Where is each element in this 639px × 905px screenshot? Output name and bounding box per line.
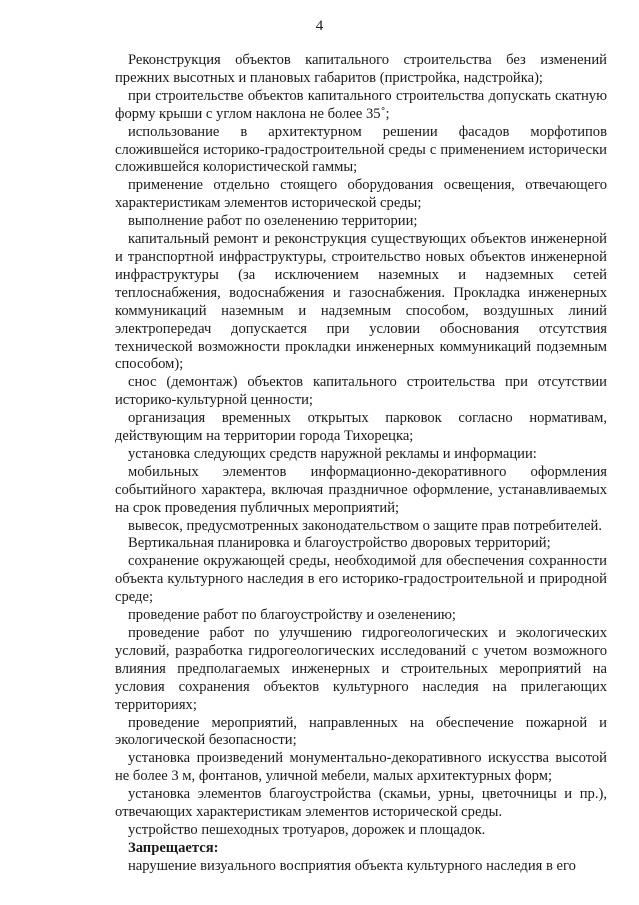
paragraph: применение отдельно стоящего оборудования освещения, отвечающего характеристикам элементов исторической среды; — [115, 177, 607, 212]
paragraph: организация временных открытых парковок согласно нормативам, действующим на территории города Тихорецка; — [115, 410, 607, 445]
paragraph: капитальный ремонт и реконструкция существующих объектов инженерной и транспортной инфраструктуры, строительство новых объектов инженерной инфраструктуры (за исключением наземных и надземных сетей теплоснабжения, водоснабжения и газоснабжения. Прокладка инженерных коммуникаций наземным и надземным способом, воздушных линий электропередач допускается при условии обоснования отсутствия технической возможности прокладки инженерных коммуникаций подземным способом); — [115, 231, 607, 373]
paragraph: устройство пешеходных тротуаров, дорожек и площадок. — [128, 821, 486, 838]
paragraph: мобильных элементов информационно-декоративного оформления событийного характера, включая праздничное оформление, устанавливаемых на срок проведения публичных мероприятий; — [115, 463, 607, 516]
paragraph: проведение мероприятий, направленных на обеспечение пожарной и экологической безопасности; — [115, 714, 607, 749]
paragraph: выполнение работ по озеленению территории; — [128, 213, 418, 230]
paragraph: установка элементов благоустройства (скамьи, урны, цветочницы и пр.), отвечающих характеристикам элементов исторической среды. — [115, 786, 607, 821]
paragraph: использование в архитектурном решении фасадов морфотипов сложившейся историко-градостроительной среды с применением исторически сложившейся колористической гаммы; — [115, 123, 607, 176]
paragraph: установка следующих средств наружной рекламы и информации: — [128, 445, 537, 462]
paragraph: проведение работ по улучшению гидрогеологических и экологических условий, разработка гидрогеологических исследований с учетом возможного влияния предполагаемых инженерных и строительных мероприятий на условия сохранения объектов культурного наследия на прилегающих территориях; — [115, 625, 607, 713]
paragraph: нарушение визуального восприятия объекта культурного наследия в его — [128, 857, 576, 874]
paragraph: Реконструкция объектов капитального строительства без изменений прежних высотных и плановых габаритов (пристройка, надстройка); — [115, 52, 607, 86]
paragraph: установка произведений монументально-декоративного искусства высотой не более 3 м, фонтанов, уличной мебели, малых архитектурных форм; — [115, 750, 607, 785]
body-text — [115, 52, 607, 876]
paragraph: Вертикальная планировка и благоустройство дворовых территорий; — [128, 535, 551, 552]
paragraph: при строительстве объектов капитального строительства допускать скатную форму крыши с углом наклона не более 35˚; — [115, 87, 607, 122]
section-heading-prohibited: Запрещается: — [128, 839, 219, 856]
paragraph: сохранение окружающей среды, необходимой для обеспечения сохранности объекта культурного наследия в его историко-градостроительной и природной среде; — [115, 553, 607, 606]
page-number: 4 — [315, 18, 324, 34]
paragraph: снос (демонтаж) объектов капитального строительства при отсутствии историко-культурной ценности; — [115, 374, 607, 409]
paragraph: проведение работ по благоустройству и озеленению; — [128, 607, 456, 624]
paragraph: вывесок, предусмотренных законодательством о защите прав потребителей. — [128, 517, 602, 534]
